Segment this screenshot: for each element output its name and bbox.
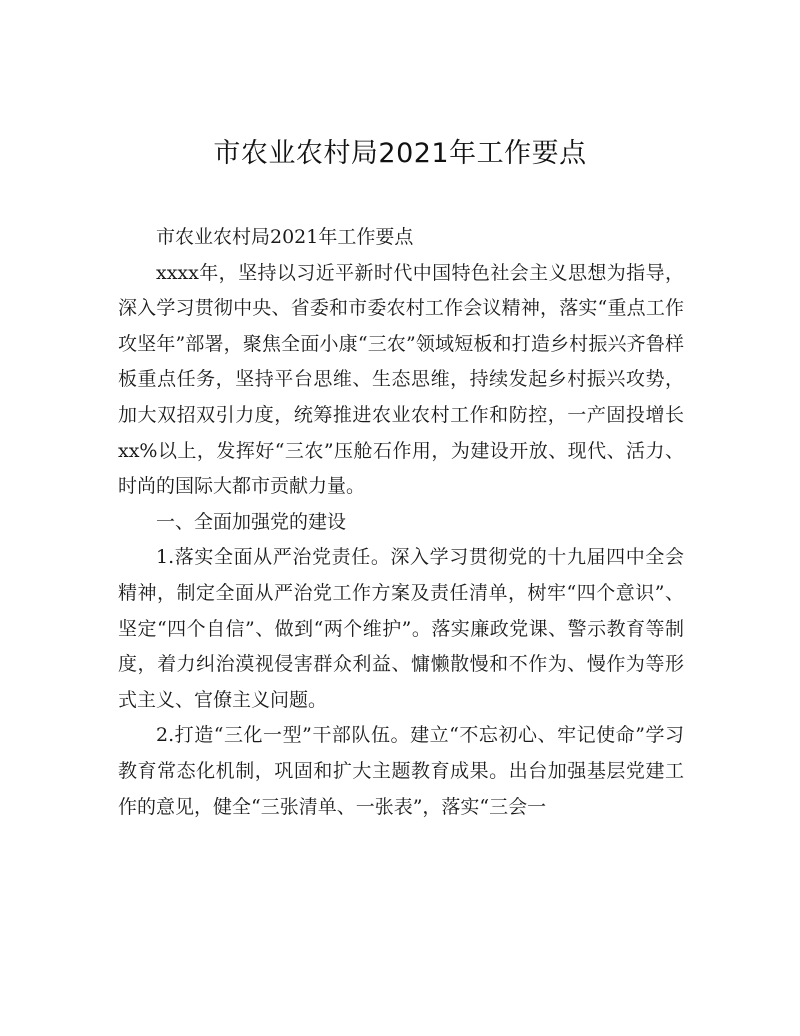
item-paragraph-1: 1.落实全面从严治党责任。深入学习贯彻党的十九届四中全会精神，制定全面从严治党工作方案及责任清单，树牢“四个意识”、坚定“四个自信”、做到“两个维护”。落实廉政党课、警示教育等制度，着力纠治漠视侵害群众利益、慵懒散慢和不作为、慢作为等形式主义、官僚主义问题。 — [118, 546, 684, 711]
document-body — [118, 220, 684, 825]
subtitle-paragraph: 市农业农村局2021年工作要点 — [156, 226, 414, 248]
item-paragraph-2: 2.打造“三化一型”干部队伍。建立“不忘初心、牢记使命”学习教育常态化机制，巩固和扩大主题教育成果。出台加强基层党建工作的意见，健全“三张清单、一张表”，落实“三会一 — [118, 724, 684, 818]
document-title: 市农业农村局2021年工作要点 — [213, 138, 587, 169]
section-heading: 一、全面加强党的建设 — [156, 510, 347, 533]
intro-paragraph: xxxx年，坚持以习近平新时代中国特色社会主义思想为指导，深入学习贯彻中央、省委和市委农村工作会议精神，落实“重点工作攻坚年”部署，聚焦全面小康“三农”领域短板和打造乡村振兴齐鲁样板重点任务，坚持平台思维、生态思维，持续发起乡村振兴攻势，加大双招双引力度，统筹推进农业农村工作和防控，一产固投增长xx%以上，发挥好“三农”压舱石作用，为建设开放、现代、活力、时尚的国际大都市贡献力量。 — [118, 261, 684, 498]
